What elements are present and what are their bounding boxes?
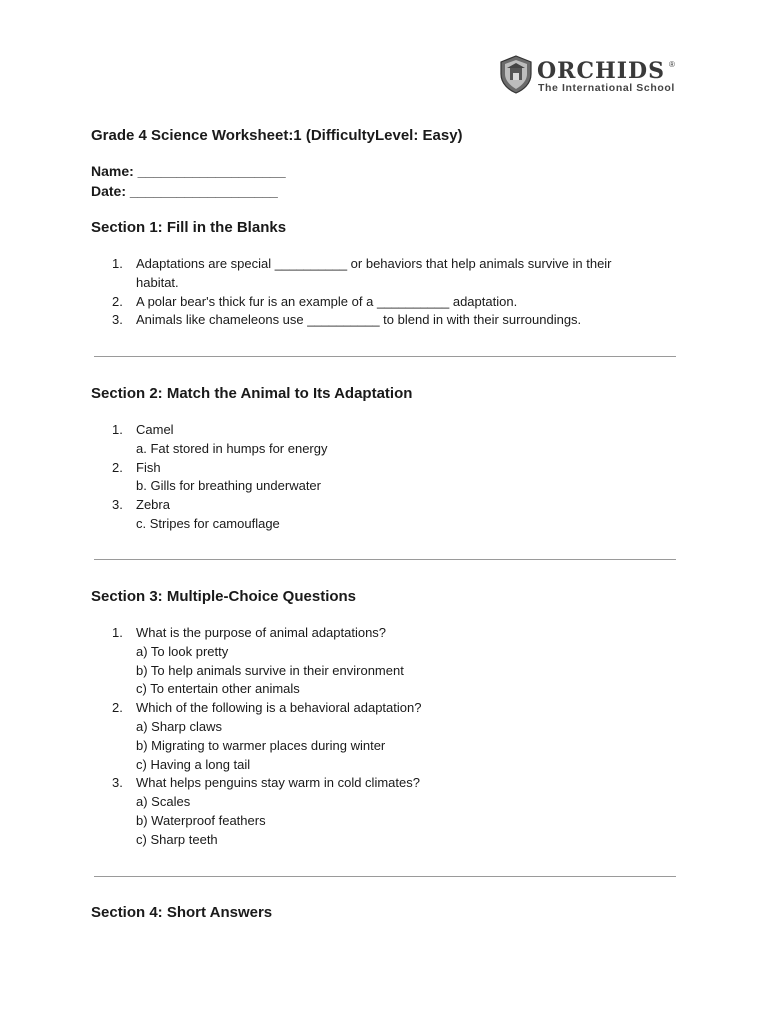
answer-option: b) Migrating to warmer places during winter bbox=[136, 737, 386, 753]
section-divider bbox=[94, 559, 676, 560]
logo-name: ORCHIDS bbox=[537, 58, 665, 84]
list-item bbox=[108, 421, 653, 459]
school-crest-icon bbox=[497, 54, 535, 94]
answer-option: a) Sharp claws bbox=[136, 718, 222, 734]
match-option: a. Fat stored in humps for energy bbox=[136, 440, 328, 456]
answer-option: a) Scales bbox=[136, 794, 191, 810]
worksheet-title: Grade 4 Science Worksheet:1 (DifficultyLevel: Easy) bbox=[91, 127, 463, 144]
item-text: Camel bbox=[136, 422, 174, 437]
item-number: 3. bbox=[112, 497, 123, 513]
answer-option: c) Having a long tail bbox=[136, 756, 251, 772]
logo-registered-mark: ® bbox=[669, 60, 675, 69]
school-logo bbox=[497, 54, 677, 98]
logo-tagline: The International School bbox=[538, 82, 675, 94]
list-item bbox=[108, 774, 653, 849]
item-text: Animals like chameleons use __________ to blend in with their surroundings. bbox=[136, 312, 582, 328]
answer-option: b) To help animals survive in their environment bbox=[136, 662, 404, 678]
item-number: 3. bbox=[112, 312, 123, 328]
list-item bbox=[108, 311, 653, 330]
section-4-heading: Section 4: Short Answers bbox=[91, 904, 273, 921]
date-field[interactable]: Date: ___________________ bbox=[91, 183, 278, 199]
list-item bbox=[108, 459, 653, 497]
item-number: 3. bbox=[112, 775, 123, 791]
list-item bbox=[108, 255, 653, 293]
section-1-heading: Section 1: Fill in the Blanks bbox=[91, 219, 287, 236]
section-3-list bbox=[108, 624, 653, 850]
question-text: What is the purpose of animal adaptations? bbox=[136, 625, 387, 640]
answer-option: b) Waterproof feathers bbox=[136, 812, 266, 828]
list-item bbox=[108, 699, 653, 774]
list-item bbox=[108, 624, 653, 699]
item-number: 1. bbox=[112, 625, 123, 640]
item-text: Fish bbox=[136, 459, 161, 475]
question-text: What helps penguins stay warm in cold climates? bbox=[136, 775, 420, 791]
answer-option: c) To entertain other animals bbox=[136, 681, 300, 697]
list-item bbox=[108, 293, 653, 312]
name-field[interactable]: Name: ___________________ bbox=[91, 163, 286, 179]
item-number: 2. bbox=[112, 700, 123, 716]
section-3-heading: Section 3: Multiple-Choice Questions bbox=[91, 588, 357, 605]
question-text: Which of the following is a behavioral adaptation? bbox=[136, 700, 422, 716]
section-2-list bbox=[108, 421, 653, 534]
list-item bbox=[108, 496, 653, 534]
item-number: 1. bbox=[112, 256, 123, 271]
item-number: 1. bbox=[112, 422, 123, 437]
item-number: 2. bbox=[112, 459, 123, 475]
item-text: Zebra bbox=[136, 497, 170, 513]
item-text: A polar bear's thick fur is an example of a __________ adaptation. bbox=[136, 293, 518, 309]
section-1-list bbox=[108, 255, 653, 330]
item-text: Adaptations are special __________ or behaviors that help animals survive in their habitat. bbox=[136, 256, 612, 290]
answer-option: c) Sharp teeth bbox=[136, 831, 218, 847]
section-divider bbox=[94, 876, 676, 877]
match-option: c. Stripes for camouflage bbox=[136, 515, 280, 531]
match-option: b. Gills for breathing underwater bbox=[136, 478, 321, 494]
section-divider bbox=[94, 356, 676, 357]
section-2-heading: Section 2: Match the Animal to Its Adaptation bbox=[91, 385, 413, 402]
answer-option: a) To look pretty bbox=[136, 643, 229, 659]
item-number: 2. bbox=[112, 293, 123, 309]
